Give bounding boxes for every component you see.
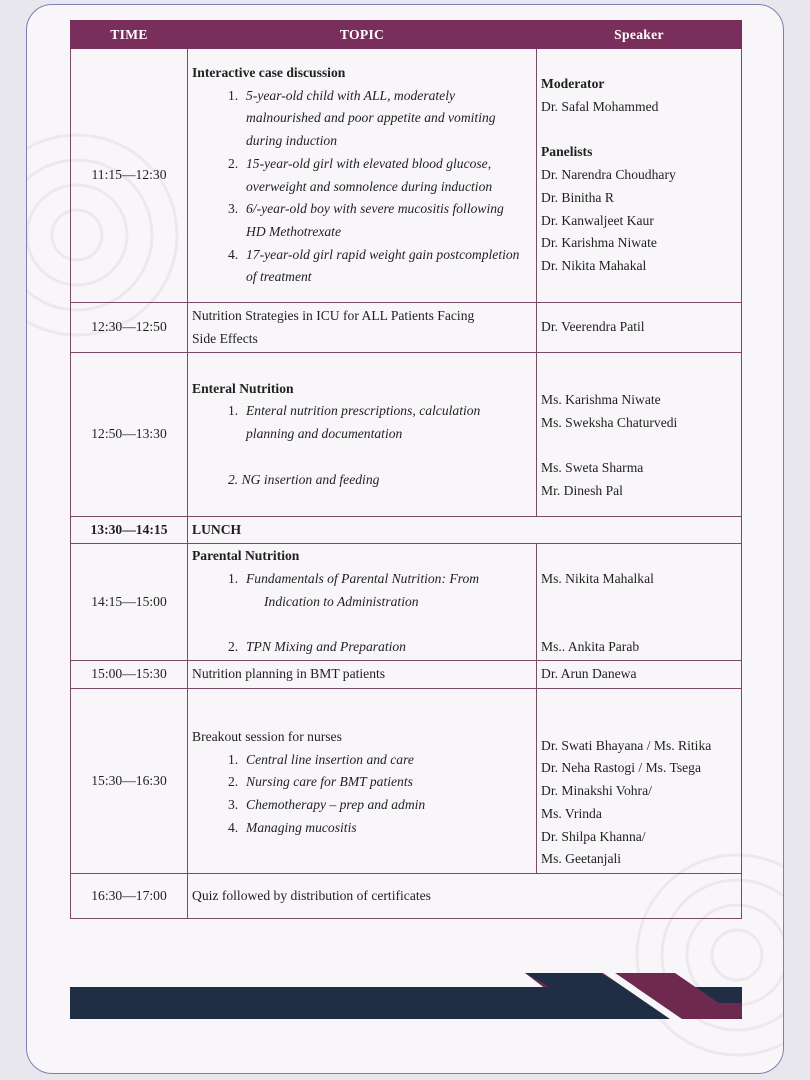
list-item: 4. Managing mucositis xyxy=(228,819,357,835)
speaker-cell: Dr. Veerendra Patil xyxy=(537,303,742,353)
list-item: 3. 6/-year-old boy with severe mucositis following HD Methotrexate xyxy=(228,201,504,239)
speaker-name: Ms. Sweksha Chaturvedi xyxy=(541,414,678,430)
speaker-cell xyxy=(537,689,742,874)
time-cell: 15:00—15:30 xyxy=(71,661,188,689)
table-header-row xyxy=(71,21,742,49)
topic-list xyxy=(192,568,532,613)
lunch-cell: LUNCH xyxy=(188,517,742,544)
speaker-name: Dr. Minakshi Vohra/ xyxy=(541,783,652,799)
list-item: 3. Chemotherapy – prep and admin xyxy=(228,797,426,813)
speaker-name: Dr. Shilpa Khanna/ xyxy=(541,828,646,844)
topic-column-header: TOPIC xyxy=(188,21,537,49)
moderator-label: Moderator xyxy=(541,76,605,92)
speaker-name: Ms. Nikita Mahalkal xyxy=(541,571,654,586)
topic-cell xyxy=(188,544,537,661)
time-cell: 14:15—15:00 xyxy=(71,544,188,661)
topic-list xyxy=(192,400,532,445)
speaker-cell xyxy=(537,353,742,517)
time-cell: 15:30—16:30 xyxy=(71,689,188,874)
topic-list xyxy=(192,85,532,289)
list-item: 1. Central line insertion and care xyxy=(228,751,414,767)
table-row xyxy=(71,544,742,661)
agenda-table xyxy=(70,20,742,919)
list-item: 2. TPN Mixing and Preparation xyxy=(228,639,406,655)
table-row xyxy=(71,353,742,517)
topic-cell xyxy=(188,353,537,517)
list-item: 4. 17-year-old girl rapid weight gain postcompletion of treatment xyxy=(228,246,520,285)
time-cell: 13:30—14:15 xyxy=(71,517,188,544)
time-cell: 12:30—12:50 xyxy=(71,303,188,353)
panelist-name: Dr. Binitha R xyxy=(541,189,614,205)
time-cell: 11:15—12:30 xyxy=(71,49,188,303)
speaker-name: Ms. Geetanjali xyxy=(541,851,622,867)
topic-title: Parental Nutrition xyxy=(192,548,300,564)
footer-decoration-bars xyxy=(70,973,742,1019)
topic-list xyxy=(192,636,532,659)
panelist-name: Dr. Kanwaljeet Kaur xyxy=(541,212,654,228)
time-cell: 16:30—17:00 xyxy=(71,874,188,919)
list-item: 1. 5-year-old child with ALL, moderately malnourished and poor appetite and vomiting during induction xyxy=(228,87,496,149)
speaker-name: Dr. Neha Rastogi / Ms. Tsega xyxy=(541,760,702,776)
list-item: 1. Enteral nutrition prescriptions, calculation planning and documentation xyxy=(228,403,481,442)
topic-title: Interactive case discussion xyxy=(192,64,346,80)
speaker-name: Ms. Sweta Sharma xyxy=(541,460,644,476)
panelist-name: Dr. Karishma Niwate xyxy=(541,235,657,251)
agenda-page xyxy=(26,4,784,1074)
speaker-name: Mr. Dinesh Pal xyxy=(541,482,623,498)
table-row xyxy=(71,874,742,919)
table-row xyxy=(71,303,742,353)
topic-cell: Nutrition Strategies in ICU for ALL Patients Facing Side Effects xyxy=(188,303,537,353)
panelist-name: Dr. Narendra Choudhary xyxy=(541,167,676,183)
speaker-name: Dr. Swati Bhayana / Ms. Ritika xyxy=(541,737,712,753)
topic-cell xyxy=(188,689,537,874)
list-item: 2. NG insertion and feeding xyxy=(228,471,380,487)
topic-title: Breakout session for nurses xyxy=(192,729,342,744)
speaker-name: Ms.. Ankita Parab xyxy=(541,639,640,655)
list-item: 1. Fundamentals of Parental Nutrition: From Indication to Administration xyxy=(228,570,480,609)
topic-cell xyxy=(188,49,537,303)
table-row xyxy=(71,517,742,544)
time-cell: 12:50—13:30 xyxy=(71,353,188,517)
panelist-name: Dr. Nikita Mahakal xyxy=(541,257,647,273)
speaker-column-header: Speaker xyxy=(537,21,742,49)
speaker-name: Ms. Karishma Niwate xyxy=(541,392,661,408)
topic-title: Enteral Nutrition xyxy=(192,380,294,396)
speaker-name: Ms. Vrinda xyxy=(541,805,602,821)
panelists-label: Panelists xyxy=(541,144,593,160)
topic-cell: Nutrition planning in BMT patients xyxy=(188,661,537,689)
table-row xyxy=(71,689,742,874)
list-item: 2. Nursing care for BMT patients xyxy=(228,774,413,790)
topic-cell: Quiz followed by distribution of certificates xyxy=(188,874,742,919)
table-row xyxy=(71,49,742,303)
time-column-header: TIME xyxy=(71,21,188,49)
list-item: 2. 15-year-old girl with elevated blood glucose, overweight and somnolence during induction xyxy=(228,155,493,194)
moderator-name: Dr. Safal Mohammed xyxy=(541,99,659,115)
topic-list xyxy=(192,749,532,840)
speaker-cell: Dr. Arun Danewa xyxy=(537,661,742,689)
speaker-cell xyxy=(537,49,742,303)
speaker-cell xyxy=(537,544,742,661)
table-row xyxy=(71,661,742,689)
